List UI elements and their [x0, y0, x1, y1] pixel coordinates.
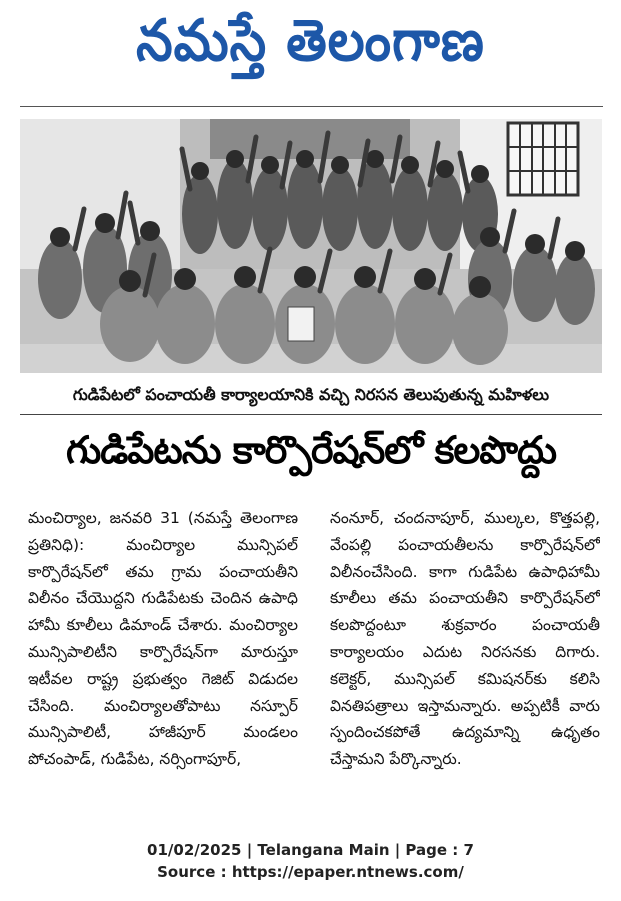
news-photo [20, 119, 602, 373]
source-link[interactable]: Source : https://epaper.ntnews.com/ [157, 863, 464, 881]
article-column-2: నంనూర్, చందనాపూర్, ముల్కల, కొత్తపల్లి, వేంపల్లి పంచాయతీలను కార్పొరేషన్‌లో విలీనంచేసింది. కాగా గుడిపేట ఉపాధిహామీ కూలీలు తమ పంచాయతీని కార్పొరేషన్‌లో కలపొద్దంటూ శుక్రవారం పంచాయతీ కార్యాలయం ఎదుట నిరసనకు దిగారు. కలెక్టర్, మున్సిపల్ కమిషనర్‌కు కలిసి వినతిపత్రాలు ఇస్తామన్నారు. అప్పటికీ వారు స్పందించకపోతే ఉద్యమాన్ని ఉధృతం చేస్తామని పేర్కొన్నారు. [330, 509, 600, 769]
article-column-1: మంచిర్యాల, జనవరి 31 (నమస్తే తెలంగాణ ప్రతినిధి): మంచిర్యాల మున్సిపల్ కార్పొరేషన్‌లో తమ గ్రామ పంచాయతీని విలీనం చేయొద్దని గుడిపేటకు చెందిన ఉపాధి హామీ కూలీలు డిమాండ్ చేశారు. మంచిర్యాల మున్సిపాలిటీని కార్పొరేషన్‌గా మారుస్తూ ఇటీవల రాష్ట్ర ప్రభుత్వం గెజిట్ విడుదల చేసింది. మంచిర్యాలతోపాటు నస్పూర్ మున్సిపాలిటీ, హాజీపూర్ మండలం పోచంపాడ్, గుడిపేట, నర్సింగాపూర్, [28, 509, 298, 769]
photo-caption: గుడిపేటలో పంచాయతీ కార్యాలయానికి వచ్చి నిరసన తెలుపుతున్న మహిళలు [20, 378, 602, 415]
protest-photo-icon [20, 119, 602, 373]
article-body [28, 505, 600, 810]
article-headline: గుడిపేటను కార్పొరేషన్‌లో కలపొద్దు [65, 428, 557, 472]
masthead [0, 6, 621, 90]
edition-info: 01/02/2025 | Telangana Main | Page : 7 [147, 841, 474, 859]
newspaper-title: నమస్తే తెలంగాణ [136, 7, 485, 74]
top-divider [20, 106, 603, 107]
